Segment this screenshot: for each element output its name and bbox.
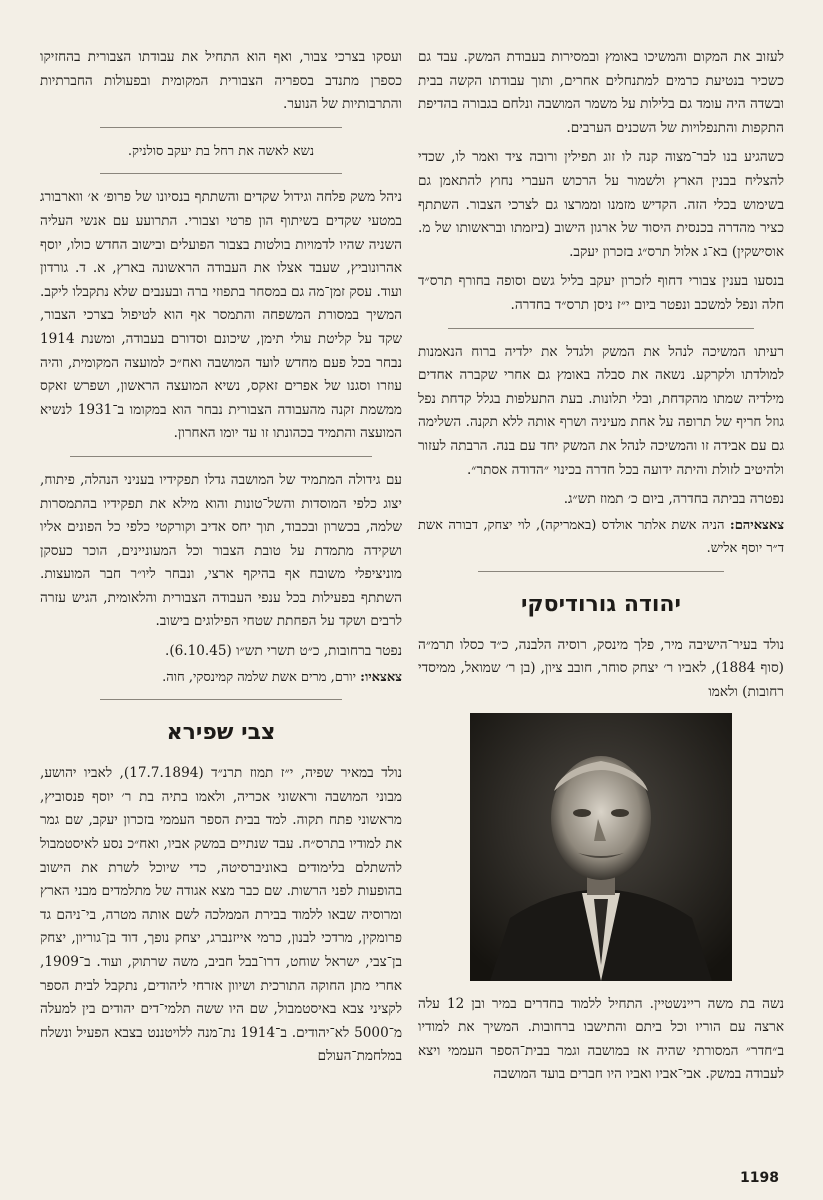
section-heading: יהודה גורודיסקי	[520, 591, 682, 617]
portrait-photo	[470, 713, 732, 981]
descendants-names: יורם, מרים אשת שלמה קמינסקי, חוה.	[162, 669, 356, 685]
paragraph: נשה בת משה ריינשטיין. התחיל ללמוד בחדרים במיר ובן 12 עלה ארצה עם הוריו וכל ביתם והתישבו ברחובות. המשיך את למודיו ב״חדר״ המסורתי שהיה אז במושבה וגמר בבית־הספר העממי ויצא לעבודה במשק. אבי־אביו ואביו היו חברים בועד המושבה	[418, 995, 784, 1083]
paragraph: נולד בעיר־הישיבה מיר, פלך מינסק, רוסיה הלבנה, כ״ד כסלו תרמ״ה (סוף 1884), לאביו ר׳ יצחק סוחר, חובב ציון, (בן ר׳ שמואל, ממיסדי רחובות) ולאמו	[418, 636, 784, 701]
paragraph: בנסעו בענין צבורי דחוף לזכרון יעקב בליל גשם וסופה בחורף תרס״ד חלה ונפל למשכב ונפטר ביום י״ז ניסן תרס״ד בחדרה.	[418, 273, 784, 313]
paragraph: ועסקו בצרכי צבור, ואף הוא התחיל את עבודתו הצבורית בהחזיקו כספרן מתנדב בספריה הצבורית המקומית ובפעולות החברתיות והתרבותיות של הנוער.	[40, 49, 402, 113]
descendants-label: צאצאיו:	[360, 669, 402, 685]
right-column	[418, 46, 784, 1093]
paragraph: כשהגיע בנו לבר־מצוה קנה לו זוג תפילין ורובה ציד ואמר לו, שכדי להצליח בבנין הארץ ולשמור על הרכוש העברי נחוץ להתאמן גם בשימוש בכלי הזה. הקדיש מזמנו וממרצו גם לצרכי הצבור. השתתף כציר מהדרה בכנסית היסוד של ארגון הישוב (ביזמתו ובראשותו של מ. אוסישקין) בא־ג אלול תרס״ג בזכרון יעקב.	[418, 149, 784, 260]
descendants	[40, 666, 402, 690]
descendants	[418, 514, 784, 561]
death-note: נפטר ברחובות, כ״ט תשרי תש״ו (6.10.45).	[165, 643, 402, 660]
paragraph: לעזוב את המקום והמשיכו באומץ ובמסירות בעבודת המשק. עבד גם כשכיר בנטיעת כרמים למתנחלים אחרים, ותוך עבודתו הקשה בבית ובשדה היה עומד גם בלילות על משמר המושבה ונלחם בגבורה בהדיפת התקפות והתנפלויות של השכנים הערבים.	[418, 49, 784, 136]
paragraph: נולד במאיר שפיה, י״ז תמוז תרנ״ד (17.7.1894), לאביו יהושע, מבוני המושבה וראשוני אכריה, ולאמו בתיה בת ר׳ יוסף פנסוביץ, מראשוני פתח תקוה. למד בבית הספר העממי בזכרון יעקב, שם גמר את למודיו בתרס״ח. עבד שנתיים במשק אביו, ואח״כ נסע לאיסטמבול להשתלם בלימודים באוניברסיטה, כדי שיוכל לשרת את הישוב בהופעות לפני הרשות. שם כבר מצא אגודה של מתלמדים מבני הארץ ומרוסיה שבאו ללמוד בבירת הממלכה לשם אותה מטרה, בי־ניהם גד פרומקין, מרדכי לבנון, כרמי אייזנברג, יצחק נופך, דוד בן־גוריון, יצחק בן־צבי, ישראל שוחט, דרו־בבל חביב, משה שרתוק, ועוד. ב־1909, אחרי מתן החוקה התורכית ושיוון אזרחי ליהודים, נתקבל לבית הספר לקציני צבא באיסטמבול, שם היו ששה תלמי־דים יהודים בין למעלה מ־5000 לא־יהודים. ב־1914 נת־מנה ללויטננט בצבא הפעיל ונשלח במלחמת־העולם	[40, 765, 402, 1065]
divider	[448, 328, 754, 329]
section-heading: צבי שפירא	[166, 720, 276, 746]
paragraph: ניהל משק פלחה וגידול שקדים והשתתף בנסיונו של פרופ׳ א׳ ווארבורג במטעי שקדים בשיתוף הון פרטי וצבורי. התרועע עם אנשי העליה השניה שהיו לדמויות בולטות בצבור הפועלים ובישוב החדש כולו, יוסף אהרונוביץ, שעבד אצלו את העבודה הראשונה בארץ, א. ד. גורדון ועוד. עסק זמן־מה גם במסחר בתפוזי ברה ובענבים שלא נתקבלו ליקב. המשיך במסורת המשפחה והתמסר אף הוא לטיפול בצרכי הצבור, שקד על קליטת עולי תימן, שיכונם וסדורם בעבודה, ומשנת 1914 נבחר בכל פעם מחדש לועד המושבה ואח״כ למועצה המקומית, והיה עוזרו וסגנו של אפרים זאקס, נשיא המועצה הראשון, ושפרש זאקס ממשמת זקנה מהעבודה הצבורית נבחר הוא במקומו ב־1931 לנשיא המועצה והתמיד בכהונתו זו עד יומו האחרון.	[40, 189, 402, 442]
descendants-label: צאצאיהם:	[729, 517, 785, 533]
divider	[70, 456, 372, 457]
descendants-names: הניה אשת אלתר אולדס (באמריקה), לוי יצחק, דבורה אשת ד״ר יוסף אליש.	[418, 517, 784, 557]
divider	[100, 699, 342, 700]
marriage-note: נשא לאשה את רחל בת יעקב סולניק.	[127, 143, 315, 159]
divider	[478, 571, 724, 572]
divider	[100, 127, 342, 128]
paragraph: עם גידולה המתמיד של המושבה גדלו תפקידיו בעניני הנהלה, פיתוח, יצוג כלפי המוסדות והשל־טונות והוא מילא את תפקידיו בהתמסרות שלמה, בכשרון ובכבוד, תוך יחס אדיב וקורקטי כלפי כל הפונים אליו ושקידה מתמדת על טובת הצבור וכל המעוניינים, הוכר כעסקן מוניציפלי משובח אף בהיקף ארצי, ונבחר ליו״ר חבר המועצות. השתתף בפעילות בכל ענפי העבודה הצבורית והלאומית, הגיש עזרה לרבים ושקד על הפחתת שטחי הפילוגים בישוב.	[40, 471, 402, 630]
divider	[100, 173, 342, 174]
page-number: 1198	[740, 1170, 779, 1186]
left-column	[40, 46, 402, 1075]
paragraph: רעיתו המשיכה לנהל את המשק ולגדל את ילדיה ברוח הנאמנות למולדתו ולקרקע. נשאה את סבלה באומץ גם אחרי שקברה אחדים מילדיה שמתו מהקדחת, ובלי תלונות. בעת התעלפות בגלל קדחת נפל גוזל חריף של תרופה על אחת מעיניה ושרף אותה ללא תקנה. השלימה גם עם אבידה זו והמשיכה לנהל את המשק יחד עם בנה. הרבתה לעזור ולהיטיב לזולת והיתה ידועה בכל חדרה בכינוי ״הדודה אסתר״.	[418, 343, 784, 478]
death-note: נפטרה בביתה בחדרה, ביום כ׳ תמוז תש״ג.	[563, 491, 784, 508]
